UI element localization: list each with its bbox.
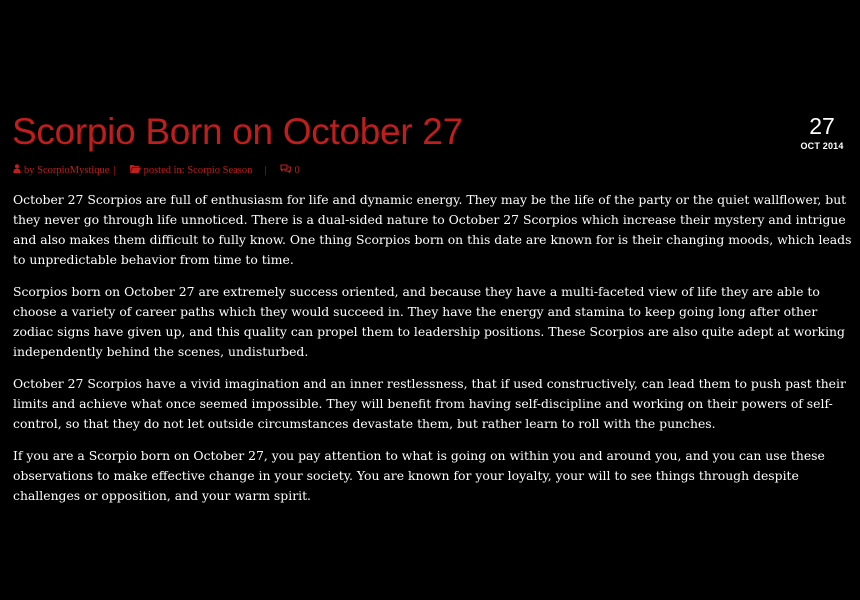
post-title[interactable]: Scorpio Born on October 27	[12, 111, 463, 152]
post-date-month-year: OCT 2014	[800, 141, 844, 151]
post-paragraph: Scorpios born on October 27 are extremely success oriented, and because they have a multi-faceted view of life they are able to choose a variety of career paths which they would succeed in. They have the energy and stamina to keep going long after other zodiac signs have given up, and this quality can propel them to leadership positions. These Scorpios are also quite adept at working independently behind the scenes, undisturbed.	[13, 284, 845, 359]
comments-icon[interactable]	[280, 164, 291, 177]
category-link[interactable]: Scorpio Season	[187, 165, 253, 176]
post-date-day: 27	[809, 113, 835, 139]
user-icon	[13, 164, 21, 177]
meta-separator: |	[264, 165, 267, 176]
meta-separator: |	[113, 165, 116, 176]
post-date	[792, 112, 852, 152]
author-link[interactable]: ScorpioMystique	[37, 165, 110, 176]
post-paragraph: October 27 Scorpios have a vivid imagination and an inner restlessness, that if used constructively, can lead them to push past their limits and achieve what once seemed impossible. They will benefit from having self-discipline and working on their powers of self-control, so that they do not let outside circumstances devastate them, but rather learn to roll with the punches.	[13, 376, 846, 431]
folder-open-icon	[130, 164, 141, 177]
post-content	[13, 190, 858, 518]
category-prefix: posted in:	[143, 165, 185, 176]
post-paragraph: If you are a Scorpio born on October 27, you pay attention to what is going on within you and around you, and you can use these observations to make effective change in your society. You are known for your loyalty, your will to see things through despite challenges or opposition, and your warm spirit.	[13, 448, 825, 503]
post-meta	[13, 164, 300, 177]
author-prefix: by	[24, 165, 35, 176]
post-paragraph: October 27 Scorpios are full of enthusiasm for life and dynamic energy. They may be the life of the party or the quiet wallflower, but they never go through life unnoticed. There is a dual-sided nature to October 27 Scorpios which increase their mystery and intrigue and also makes them difficult to fully know. One thing Scorpios born on this date are known for is their changing moods, which leads to unpredictable behavior from time to time.	[13, 192, 852, 267]
comments-count[interactable]: 0	[294, 165, 300, 176]
